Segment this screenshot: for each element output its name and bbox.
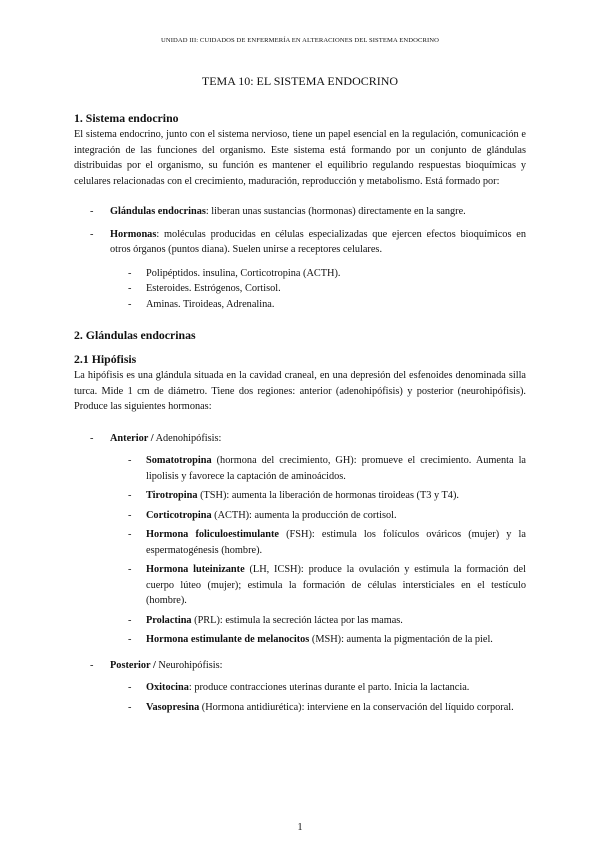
definition: (ACTH): aumenta la producción de cortisol. — [211, 509, 397, 521]
definition: (PRL): estimula la secreción láctea por las mamas. — [191, 614, 403, 626]
list-item-anterior — [74, 431, 526, 447]
document-title: TEMA 10: EL SISTEMA ENDOCRINO — [201, 74, 399, 88]
bullet-dash: - — [128, 701, 132, 713]
section-2-heading: 2. Glándulas endocrinas — [74, 328, 196, 342]
term: Glándulas endocrinas — [110, 206, 206, 217]
document-body — [74, 110, 526, 715]
list-item — [74, 680, 526, 696]
list-item — [74, 266, 526, 282]
hormone-types-list — [74, 266, 526, 313]
list-item-posterior — [74, 658, 526, 674]
page-number: 1 — [297, 822, 303, 833]
list-item — [74, 700, 526, 716]
definition: : liberan unas sustancias (hormonas) directamente en la sangre. — [205, 206, 466, 217]
term: Vasopresina — [146, 701, 200, 713]
bullet-dash: - — [128, 682, 132, 693]
term: Somatotropina — [146, 455, 212, 466]
section-2-1-heading: 2.1 Hipófisis — [74, 352, 137, 366]
list-item-hormonas — [74, 227, 526, 258]
list-item — [74, 453, 526, 484]
list-item — [74, 508, 526, 524]
definition: Adenohipófisis: — [153, 432, 222, 444]
bullet-dash: - — [128, 614, 132, 626]
definition: (hormona del crecimiento, GH): promueve el crecimiento. Aumenta la lipolisis y favorece la captación de aminoácidos. — [146, 455, 526, 482]
bullet-dash: - — [90, 228, 94, 240]
list-item — [74, 297, 526, 313]
definition: (MSH): aumenta la pigmentación de la piel. — [309, 634, 493, 645]
pituitary-regions-list-posterior — [74, 658, 526, 674]
bullet-dash: - — [90, 432, 94, 444]
list-item — [74, 488, 526, 504]
list-item — [74, 281, 526, 297]
bullet-dash: - — [128, 509, 132, 521]
definition: (LH, ICSH): produce la ovulación y estimula la formación del cuerpo lúteo (mujer); estimula la formación de células intersticiales en el testículo (hombre). — [146, 564, 526, 606]
posterior-hormones-list — [74, 680, 526, 715]
bullet-dash: - — [128, 564, 132, 575]
term: Prolactina — [146, 614, 192, 626]
bullet-dash: - — [128, 267, 132, 279]
list-item — [74, 632, 526, 648]
bullet-dash: - — [90, 659, 94, 671]
list-item-text: Esteroides. Estrógenos, Cortisol. — [146, 283, 281, 294]
running-header: UNIDAD III: CUIDADOS DE ENFERMERÍA EN ALTERACIONES DEL SISTEMA ENDOCRINO — [161, 37, 439, 44]
definition: (Hormona antidiurética): interviene en la conservación del líquido corporal. — [199, 701, 514, 713]
anterior-hormones-list — [74, 453, 526, 648]
term: Corticotropina — [146, 509, 212, 521]
section-2-1-paragraph: La hipófisis es una glándula situada en la cavidad craneal, en una depresión del esfenoides denominada silla turca. Mide 1 cm de diámetro. Tiene dos regiones: anterior (adenohipófisis) y posterior (neurohipófisis). Produce las siguientes hormonas: — [74, 370, 526, 412]
list-item — [74, 527, 526, 558]
term: Oxitocina — [146, 682, 189, 693]
section-1-list — [74, 204, 526, 258]
section-1-heading: 1. Sistema endocrino — [74, 111, 179, 125]
term: Hormona luteinizante — [146, 564, 245, 575]
bullet-dash: - — [90, 206, 94, 217]
bullet-dash: - — [128, 283, 132, 294]
bullet-dash: - — [128, 455, 132, 466]
definition: : produce contracciones uterinas durante el parto. Inicia la lactancia. — [188, 682, 470, 693]
section-1-paragraph: El sistema endocrino, junto con el sistema nervioso, tiene un papel esencial en la regulación, comunicación e integración de las funciones del organismo. Este sistema está formando por un conjunto de glándulas distribuidas por el organismo, su función es mantener el equilibrio regulando respuestas bioquímicas y celulares relacionadas con el crecimiento, maduración, reproducción y metabolismo. Está formado por: — [74, 129, 526, 187]
bullet-dash: - — [128, 634, 132, 645]
bullet-dash: - — [128, 529, 132, 540]
list-item-glandulas — [74, 204, 526, 220]
list-item — [74, 613, 526, 629]
term: Hormonas — [110, 228, 157, 240]
definition: Neurohipófisis: — [155, 659, 223, 671]
definition: (TSH): aumenta la liberación de hormonas tiroideas (T3 y T4). — [197, 490, 459, 501]
term: Posterior / — [110, 659, 156, 671]
list-item-text: Polipéptidos. insulina, Corticotropina (ACTH). — [146, 267, 341, 279]
term: Hormona estimulante de melanocitos — [146, 634, 310, 645]
definition: (FSH): estimula los folículos ováricos (mujer) y la espermatogénesis (hombre). — [146, 529, 526, 556]
bullet-dash: - — [128, 298, 132, 310]
definition: : moléculas producidas en células especializadas que ejercen efectos bioquímicos en otros órganos (puntos diana). Suelen unirse a receptores celulares. — [110, 228, 526, 255]
bullet-dash: - — [128, 490, 132, 501]
list-item-text: Aminas. Tiroideas, Adrenalina. — [146, 298, 275, 310]
list-item — [74, 562, 526, 609]
term: Anterior / — [110, 432, 154, 444]
term: Tirotropina — [146, 490, 198, 501]
pituitary-regions-list — [74, 431, 526, 447]
term: Hormona foliculoestimulante — [146, 529, 279, 540]
